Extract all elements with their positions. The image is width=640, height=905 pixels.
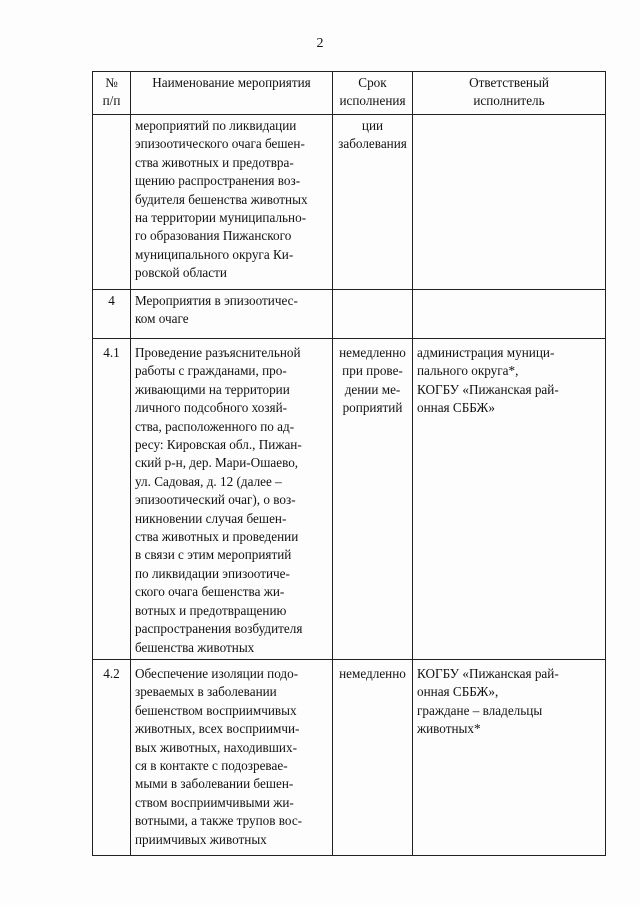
header-measure-name: Наименование мероприятия	[131, 72, 333, 115]
table-header-row	[93, 72, 606, 115]
table-row	[93, 339, 606, 660]
table-row	[93, 290, 606, 339]
row-number: 4	[93, 290, 131, 339]
header-responsible: Ответственый исполнитель	[413, 72, 606, 115]
row-number	[93, 115, 131, 290]
row-measure-name: Проведение разъяснительной работы с гражданами, про- живающими на территории личного подсобного хозяй- ства, расположенного по ад- ресу: Кировская обл., Пижан- ский р-н, дер. Мари-Ошаево, ул. Садовая, д. 12 (далее – эпизоотический очаг), о воз- никновении случая бешен- ства животных и проведении в связи с этим мероприятий по ликвидации эпизоотиче- ского очага бешенства жи- вотных и предотвращению распространения возбудителя бешенства животных	[131, 339, 333, 660]
header-number: № п/п	[93, 72, 131, 115]
row-responsible: КОГБУ «Пижанская рай- онная СББЖ», граждане – владельцы животных*	[413, 659, 606, 855]
header-deadline: Срок исполнения	[333, 72, 413, 115]
row-measure-name: Обеспечение изоляции подо- зреваемых в заболевании бешенством восприимчивых животных, всех восприимчи- вых животных, находивших- ся в контакте с подозревае- мыми в заболевании бешен- ством восприимчивыми жи- вотными, а также трупов вос- приимчивых животных	[131, 659, 333, 855]
row-deadline	[333, 290, 413, 339]
page-number: 2	[316, 36, 324, 51]
row-deadline: немедленно	[333, 659, 413, 855]
row-deadline: ции заболевания	[333, 115, 413, 290]
row-responsible: администрация муници- пального округа*, КОГБУ «Пижанская рай- онная СББЖ»	[413, 339, 606, 660]
row-measure-name: Мероприятия в эпизоотичес- ком очаге	[131, 290, 333, 339]
table-row	[93, 115, 606, 290]
measures-table	[92, 71, 606, 856]
table-row	[93, 659, 606, 855]
row-responsible	[413, 115, 606, 290]
row-measure-name: мероприятий по ликвидации эпизоотического очага бешен- ства животных и предотвра- щению распространения воз- будителя бешенства животных на территории муниципально- го образования Пижанского муниципального округа Ки- ровской области	[131, 115, 333, 290]
row-deadline: немедленно при прове- дении ме- роприятий	[333, 339, 413, 660]
row-responsible	[413, 290, 606, 339]
row-number: 4.1	[93, 339, 131, 660]
row-number: 4.2	[93, 659, 131, 855]
